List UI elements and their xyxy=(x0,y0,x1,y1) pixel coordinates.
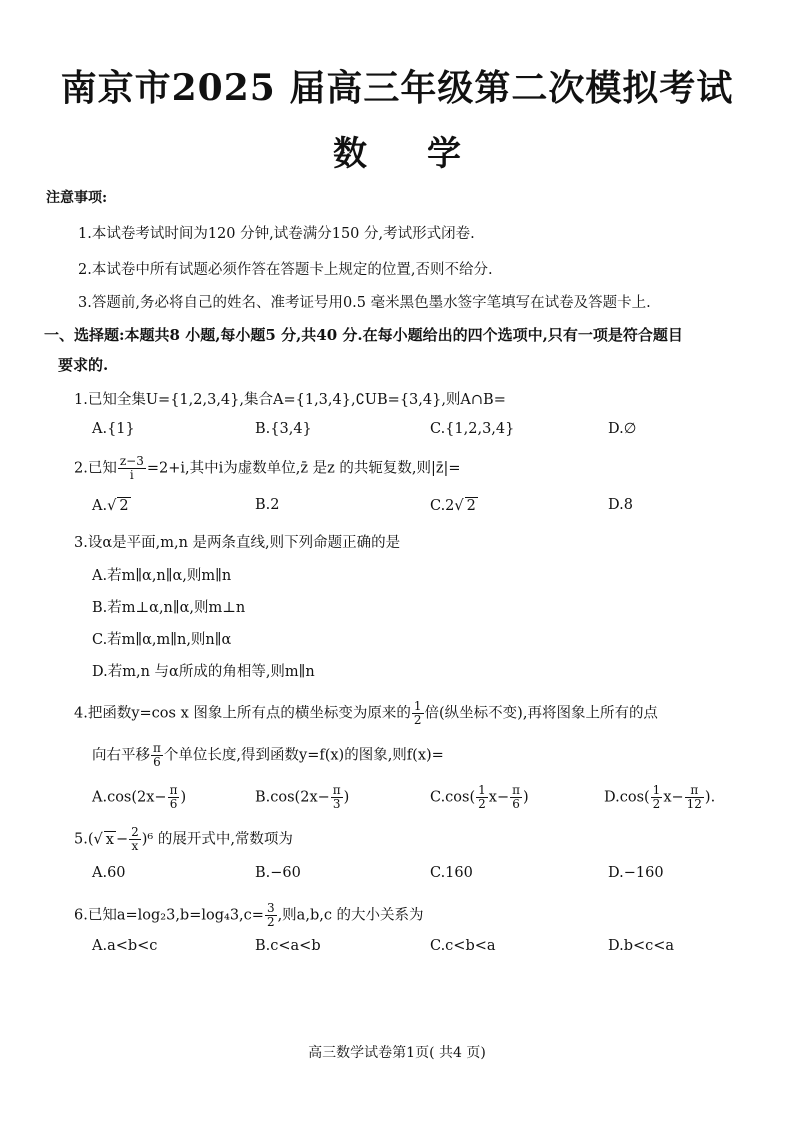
question-2-stem: 2.已知 $\frac{z-3}{i}$ =2+i,其中i为虚数单位,z̄ 是z 的共轭复数,则|z̄|= xyxy=(74,454,461,483)
note-1: 1.本试卷考试时间为120 分钟,试卷满分150 分,考试形式闭卷. xyxy=(78,226,475,242)
subject-char-1: 数 xyxy=(333,134,367,174)
q3-option-a: A.若m∥α,n∥α,则m∥n xyxy=(92,568,232,584)
q1-option-b: B.{3,4} xyxy=(255,421,312,437)
page-footer: 高三数学试卷第1页( 共4 页) xyxy=(308,1045,486,1061)
question-4-line2: 向右平移 $\frac{\pi}{6}$ 个单位长度,得到函数y=f(x)的图象,则f(x)= xyxy=(92,741,444,770)
question-5-stem: 5.(√ x − $\frac{2}{x}$ )⁶ 的展开式中,常数项为 xyxy=(74,825,293,854)
note-3: 3.答题前,务必将自己的姓名、准考证号用0.5 毫米黑色墨水签字笔填写在试卷及答题卡上. xyxy=(78,295,651,311)
q1-option-c: C.{1,2,3,4} xyxy=(430,421,515,437)
q6-option-c: C.c<b<a xyxy=(430,938,496,954)
question-1-stem: 1.已知全集U={1,2,3,4},集合A={1,3,4},∁UB={3,4},则A∩B= xyxy=(74,392,506,408)
q4-option-c: C.cos( $\frac{1}{2}$ x− $\frac{\pi}{6}$ ) xyxy=(430,783,529,812)
q2-option-c: C.2√ 2 xyxy=(430,498,476,514)
q4-option-d: D.cos( $\frac{1}{2}$ x− $\frac{\pi}{12}$ ). xyxy=(604,783,716,812)
q3-option-c: C.若m∥α,m∥n,则n∥α xyxy=(92,632,232,648)
exam-title: 南京市2025 届高三年级第二次模拟考试 xyxy=(60,67,734,109)
q1-option-a: A.{1} xyxy=(92,421,135,437)
q5-option-a: A.60 xyxy=(92,865,126,881)
subject-char-2: 学 xyxy=(427,134,461,174)
question-3-stem: 3.设α是平面,m,n 是两条直线,则下列命题正确的是 xyxy=(74,535,401,551)
q2-fraction: $\frac{z-3}{i}$ xyxy=(119,454,144,483)
question-4-line1: 4.把函数y=cos x 图象上所有点的横坐标变为原来的 $\frac{1}{2}$ 倍(纵坐标不变),再将图象上所有的点 xyxy=(74,699,658,728)
q3-option-d: D.若m,n 与α所成的角相等,则m∥n xyxy=(92,664,315,680)
notes-heading: 注意事项: xyxy=(46,190,108,206)
q3-option-b: B.若m⊥α,n∥α,则m⊥n xyxy=(92,600,246,616)
q6-option-d: D.b<c<a xyxy=(608,938,675,954)
q6-option-b: B.c<a<b xyxy=(255,938,321,954)
q5-option-d: D.−160 xyxy=(608,865,664,881)
subject-title xyxy=(0,126,794,175)
q6-option-a: A.a<b<c xyxy=(92,938,158,954)
q2-option-a: A.√ 2 xyxy=(92,498,129,514)
q4-option-a: A.cos(2x− $\frac{\pi}{6}$ ) xyxy=(92,783,187,812)
section-heading-line1: 一、选择题:本题共8 小题,每小题5 分,共40 分.在每小题给出的四个选项中,只有一项是符合题目 xyxy=(44,326,683,344)
q1-option-d: D.∅ xyxy=(608,421,637,437)
q4-option-b: B.cos(2x− $\frac{\pi}{3}$ ) xyxy=(255,783,350,812)
note-2: 2.本试卷中所有试题必须作答在答题卡上规定的位置,否则不给分. xyxy=(78,262,493,278)
question-6-stem: 6.已知a=log₂3,b=log₄3,c= $\frac{3}{2}$ ,则a,b,c 的大小关系为 xyxy=(74,901,424,930)
q2-option-b: B.2 xyxy=(255,497,280,513)
section-heading-line2: 要求的. xyxy=(58,356,109,374)
q5-option-c: C.160 xyxy=(430,865,473,881)
q5-option-b: B.−60 xyxy=(255,865,301,881)
q2-option-d: D.8 xyxy=(608,497,633,513)
